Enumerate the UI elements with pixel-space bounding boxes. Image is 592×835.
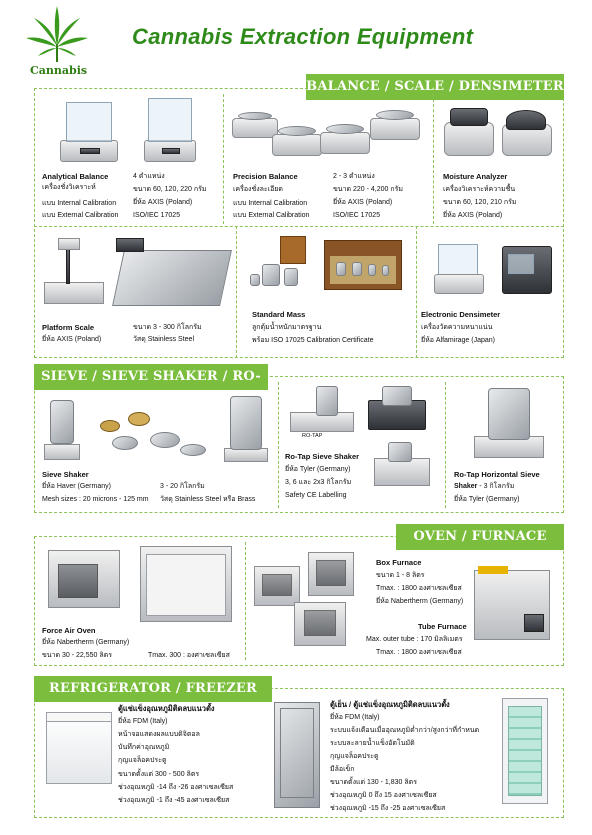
standard-mass-line: พร้อม ISO 17025 Calibration Certificate [252,337,374,344]
precision-balance-spec: 2 - 3 ตำแหน่ง [333,173,375,180]
tube-furnace-image [470,562,554,646]
electronic-densimeter-image [432,240,558,300]
glass-door-freezer-image [500,696,552,808]
sieve-banner: SIEVE / SIEVE SHAKER / RO-TAP [34,364,268,390]
precision-balance-name: Precision Balance [233,172,298,181]
upright-fridge-image [272,700,322,812]
standard-mass-image [246,234,408,298]
horizontal-sieve-shaker-capacity: - 3 กิโลกรัม [477,483,515,490]
precision-balance-sub: เครื่องชั่งละเอียด [233,186,283,193]
balance-banner: BALANCE / SCALE / DENSIMETER [306,74,564,100]
analytical-balance-line: แบบ External Calibration [42,212,119,219]
freezer-line: บันทึกค่าอุณหภูมิ [118,744,170,751]
freezer-line: กุญแจล็อคประตู [118,757,167,764]
combo-fridge-line: ระบบละลายน้ำแข็งอัตโนมัติ [330,740,415,747]
sieve-shaker-line: ยี่ห้อ Haver (Germany) [42,483,111,490]
analytical-balance-line: แบบ Internal Calibration [42,200,117,207]
freezer-line: ยี่ห้อ FDM (Italy) [118,718,168,725]
sieve-shaker-name: Sieve Shaker [42,470,89,479]
force-air-oven-line: ขนาด 30 - 22,550 ลิตร [42,652,112,659]
box-furnace-line: ขนาด 1 - 8 ลิตร [376,572,425,579]
moisture-analyzer-line: เครื่องวิเคราะห์ความชื้น [443,186,516,193]
tube-furnace-line: Max. outer tube : 170 มิลลิเมตร [366,636,463,643]
page-title: Cannabis Extraction Equipment [132,24,474,49]
combo-fridge-name: ตู้เย็น / ตู้แช่แข็งอุณหภูมิติดลบแนวตั้ง [330,700,450,709]
precision-balance-spec: ขนาด 220 - 4,200 กรัม [333,186,403,193]
horizontal-sieve-shaker-name: Ro-Tap Horizontal Sieve [454,470,540,479]
horizontal-sieve-shaker-name-line2 [454,482,514,492]
analytical-balance-sub: เครื่องชั่งวิเคราะห์ [42,184,96,191]
chest-freezer-image [44,706,116,796]
box-furnace-name: Box Furnace [376,558,422,567]
moisture-analyzer-name: Moisture Analyzer [443,172,508,181]
electronic-densimeter-line: เครื่องวัดความหนาแน่น [421,324,493,331]
rotap-line: ยี่ห้อ Tyler (Germany) [285,466,351,473]
freezer-line: ช่วงอุณหภูมิ -14 ถึง -26 องศาเซลเซียส [118,784,234,791]
precision-balance-image [228,104,428,164]
platform-scale-image [40,232,230,316]
rotap-line: Safety CE Labelling [285,492,347,499]
box-furnace-line: ยี่ห้อ Nabertherm (Germany) [376,598,464,605]
rotap-line: 3, 6 และ 2x3 กิโลกรัม [285,479,352,486]
platform-scale-spec: วัสดุ Stainless Steel [133,336,194,343]
analytical-balance-spec: ISO/IEC 17025 [133,212,181,219]
combo-fridge-line: ช่วงอุณหภูมิ -15 ถึง -25 องศาเซลเซียส [330,805,446,812]
rotap-device-label: RO-TAP [302,433,323,439]
analytical-balance-image [52,96,202,166]
rotap-small-image [370,438,436,490]
combo-fridge-line: ขนาดตั้งแต่ 130 - 1,830 ลิตร [330,779,417,786]
box-furnace-image [250,546,370,650]
precision-balance-spec: ยี่ห้อ AXIS (Poland) [333,199,393,206]
moisture-analyzer-image [440,104,555,164]
moisture-analyzer-line: ยี่ห้อ AXIS (Poland) [443,212,503,219]
sieve-shaker-image [40,392,276,464]
force-air-oven-name: Force Air Oven [42,626,96,635]
analytical-balance-spec: ยี่ห้อ AXIS (Poland) [133,199,193,206]
standard-mass-name: Standard Mass [252,310,306,319]
platform-scale-spec: ขนาด 3 - 300 กิโลกรัม [133,324,202,331]
analytical-balance-spec: 4 ตำแหน่ง [133,173,165,180]
logo-text: Cannabis [30,64,88,77]
standard-mass-line: ลูกตุ้มน้ำหนักมาตรฐาน [252,324,322,331]
electronic-densimeter-line: ยี่ห้อ Alfamirage (Japan) [421,337,496,344]
electronic-densimeter-name: Electronic Densimeter [421,310,501,319]
horizontal-sieve-shaker-image [460,382,556,462]
sieve-shaker-spec: วัสดุ Stainless Steel หรือ Brass [160,496,256,503]
cannabis-leaf-icon [24,4,90,64]
rotap-sieve-shaker-name: Ro-Tap Sieve Shaker [285,452,360,461]
precision-balance-line: แบบ External Calibration [233,212,310,219]
analytical-balance-spec: ขนาด 60, 120, 220 กรัม [133,186,207,193]
fridge-banner: REFRIGERATOR / FREEZER [34,676,272,702]
combo-fridge-line: ระบบแจ้งเตือนเมื่ออุณหภูมิต่ำกว่า/สูงกว่าที่กำหนด [330,727,480,734]
freezer-line: ช่วงอุณหภูมิ -1 ถึง -45 องศาเซลเซียส [118,797,230,804]
platform-scale-name: Platform Scale [42,323,95,332]
sieve-shaker-line: Mesh sizes : 20 microns - 125 mm [42,496,149,503]
force-air-oven-tmax: Tmax. 300 : องศาเซลเซียส [148,652,230,659]
box-furnace-line: Tmax. : 1800 องศาเซลเซียส [376,585,462,592]
sieve-shaker-spec: 3 - 20 กิโลกรัม [160,483,205,490]
freezer-line: ขนาดตั้งแต่ 300 - 500 ลิตร [118,771,200,778]
horizontal-sieve-shaker-line: ยี่ห้อ Tyler (Germany) [454,496,520,503]
combo-fridge-line: ช่วงอุณหภูมิ 0 ถึง 15 องศาเซลเซียส [330,792,437,799]
combo-fridge-line: กุญแจล็อคประตู [330,753,379,760]
analytical-balance-name: Analytical Balance [42,172,109,181]
combo-fridge-line: มีล้อเข็ก [330,766,355,773]
oven-banner: OVEN / FURNACE [396,524,564,550]
force-air-oven-image [40,544,240,624]
rotap-sieve-shaker-image [286,382,436,442]
platform-scale-line: ยี่ห้อ AXIS (Poland) [42,336,102,343]
freezer-name: ตู้แช่แข็งอุณหภูมิติดลบแนวตั้ง [118,704,215,713]
combo-fridge-line: ยี่ห้อ FDM (Italy) [330,714,380,721]
freezer-line: หน้าจอแสดงผลแบบดิจิตอล [118,731,200,738]
tube-furnace-name: Tube Furnace [418,622,467,631]
precision-balance-spec: ISO/IEC 17025 [333,212,381,219]
precision-balance-line: แบบ Internal Calibration [233,200,308,207]
force-air-oven-line: ยี่ห้อ Nabertherm (Germany) [42,639,130,646]
tube-furnace-line: Tmax. : 1800 องศาเซลเซียส [376,649,462,656]
horizontal-sieve-shaker-name2: Shaker [454,483,478,490]
moisture-analyzer-line: ขนาด 60, 120, 210 กรัม [443,199,517,206]
